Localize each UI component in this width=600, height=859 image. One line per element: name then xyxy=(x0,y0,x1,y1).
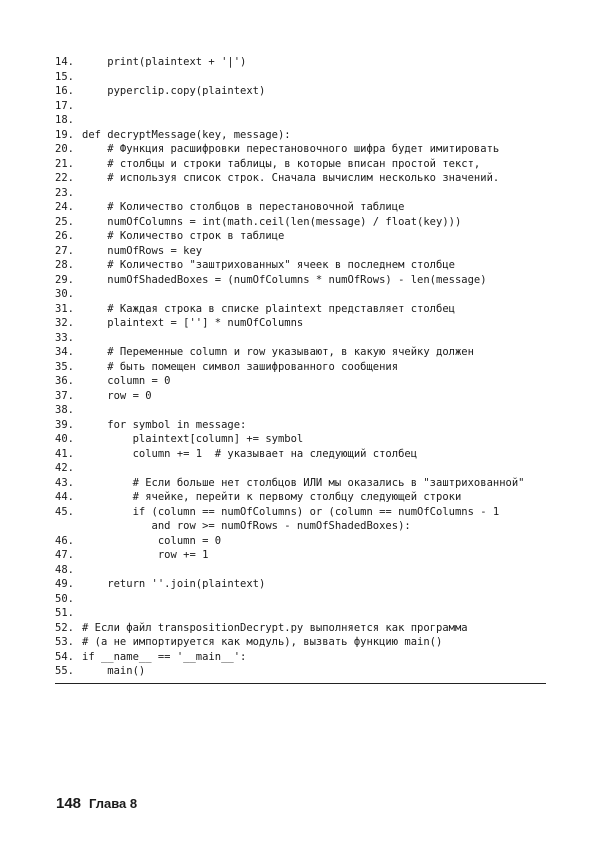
line-number: 51. xyxy=(55,607,74,619)
line-code: def decryptMessage(key, message): xyxy=(82,128,291,141)
code-line xyxy=(55,186,550,201)
code-line xyxy=(55,418,550,433)
line-code: print(plaintext + '|') xyxy=(82,56,247,68)
line-code: and row >= numOfRows - numOfShadedBoxes): xyxy=(82,520,411,532)
line-number: 24. xyxy=(55,201,74,213)
line-code: # Количество столбцов в перестановочной таблице xyxy=(82,201,405,213)
line-number: 47. xyxy=(55,549,74,561)
line-number: 20. xyxy=(55,143,74,155)
line-number: 54. xyxy=(55,650,74,663)
line-number: 55. xyxy=(55,665,74,677)
line-number: 34. xyxy=(55,346,74,358)
line-code: # Функция расшифровки перестановочного шифра будет имитировать xyxy=(82,143,500,155)
line-code: # Если файл transpositionDecrypt.py выполняется как программа xyxy=(82,621,468,634)
line-number: 52. xyxy=(55,621,74,634)
line-code xyxy=(82,70,550,85)
code-line xyxy=(55,461,550,476)
code-line xyxy=(55,650,550,665)
line-number: 29. xyxy=(55,273,74,286)
line-code: # (а не импортируется как модуль), вызвать функцию main() xyxy=(82,636,443,648)
line-code: pyperclip.copy(plaintext) xyxy=(82,85,266,97)
line-number: 38. xyxy=(55,404,74,416)
code-line xyxy=(55,563,550,578)
code-line xyxy=(55,519,550,534)
code-line xyxy=(55,113,550,128)
line-code xyxy=(82,403,550,418)
line-number: 39. xyxy=(55,418,74,431)
line-code: # Количество "заштрихованных" ячеек в последнем столбце xyxy=(82,259,455,271)
line-number: 45. xyxy=(55,505,74,518)
line-code: numOfShadedBoxes = (numOfColumns * numOfRows) - len(message) xyxy=(82,273,487,286)
line-code: plaintext[column] += symbol xyxy=(82,433,304,445)
code-line xyxy=(55,55,550,70)
line-number: 15. xyxy=(55,70,74,83)
line-number: 42. xyxy=(55,462,74,474)
code-line xyxy=(55,345,550,360)
line-number: 41. xyxy=(55,447,74,460)
line-number: 25. xyxy=(55,215,74,228)
line-number: 40. xyxy=(55,433,74,445)
code-line xyxy=(55,490,550,505)
line-code xyxy=(82,563,550,578)
line-number: 53. xyxy=(55,636,74,648)
code-line xyxy=(55,664,550,679)
line-code: row = 0 xyxy=(82,389,152,402)
code-line xyxy=(55,577,550,592)
code-line xyxy=(55,389,550,404)
line-code xyxy=(82,99,550,114)
code-line xyxy=(55,302,550,317)
line-number: 18. xyxy=(55,114,74,126)
line-code: row += 1 xyxy=(82,549,209,561)
line-number: 21. xyxy=(55,157,74,170)
line-code: if (column == numOfColumns) or (column == numOfColumns - 1 xyxy=(82,505,500,518)
code-listing xyxy=(55,55,550,679)
listing-bottom-rule xyxy=(55,683,546,684)
code-line xyxy=(55,287,550,302)
code-line xyxy=(55,432,550,447)
code-line xyxy=(55,534,550,549)
code-line xyxy=(55,505,550,520)
code-line xyxy=(55,229,550,244)
code-line xyxy=(55,84,550,99)
line-number: 32. xyxy=(55,317,74,329)
code-line xyxy=(55,99,550,114)
code-line xyxy=(55,476,550,491)
code-line xyxy=(55,128,550,143)
code-line xyxy=(55,374,550,389)
line-code xyxy=(82,186,550,201)
line-number: 14. xyxy=(55,56,74,68)
line-code: numOfRows = key xyxy=(82,244,203,257)
line-code: # Переменные column и row указывают, в какую ячейку должен xyxy=(82,346,474,358)
line-code: main() xyxy=(82,665,146,677)
line-code: # Каждая строка в списке plaintext представляет столбец xyxy=(82,302,455,315)
code-line xyxy=(55,592,550,607)
line-code: column = 0 xyxy=(82,534,222,547)
line-number xyxy=(55,519,82,534)
line-code: column = 0 xyxy=(82,375,171,387)
line-number: 48. xyxy=(55,563,74,576)
line-code: # Если больше нет столбцов ИЛИ мы оказались в "заштрихованной" xyxy=(82,476,525,489)
line-code: for symbol in message: xyxy=(82,418,247,431)
line-code: column += 1 # указывает на следующий столбец xyxy=(82,447,418,460)
code-line xyxy=(55,635,550,650)
code-line xyxy=(55,142,550,157)
line-code xyxy=(82,331,550,346)
code-line xyxy=(55,548,550,563)
code-line xyxy=(55,621,550,636)
line-number: 16. xyxy=(55,85,74,97)
line-code: # быть помещен символ зашифрованного сообщения xyxy=(82,360,399,373)
code-line xyxy=(55,606,550,621)
chapter-label: Глава 8 xyxy=(89,796,138,811)
line-number: 44. xyxy=(55,491,74,503)
code-line xyxy=(55,273,550,288)
line-number: 27. xyxy=(55,244,74,257)
line-code: # используя список строк. Сначала вычислим несколько значений. xyxy=(82,172,500,184)
code-line xyxy=(55,171,550,186)
line-number: 43. xyxy=(55,476,74,489)
line-number: 28. xyxy=(55,259,74,271)
line-number: 46. xyxy=(55,534,74,547)
code-line xyxy=(55,215,550,230)
code-line xyxy=(55,157,550,172)
line-number: 37. xyxy=(55,389,74,402)
line-code: if __name__ == '__main__': xyxy=(82,650,247,663)
line-code: numOfColumns = int(math.ceil(len(message) / float(key))) xyxy=(82,215,462,228)
code-line xyxy=(55,447,550,462)
line-code xyxy=(82,113,550,128)
line-code: return ''.join(plaintext) xyxy=(82,578,266,590)
line-code xyxy=(82,592,550,607)
line-number: 33. xyxy=(55,331,74,344)
line-number: 19. xyxy=(55,128,74,141)
line-code xyxy=(82,287,550,302)
page-footer xyxy=(56,795,137,812)
page-number: 148 xyxy=(56,795,82,812)
code-line xyxy=(55,70,550,85)
line-code: # Количество строк в таблице xyxy=(82,230,285,242)
code-line xyxy=(55,331,550,346)
code-line xyxy=(55,403,550,418)
line-code xyxy=(82,606,550,621)
line-code xyxy=(82,461,550,476)
code-line xyxy=(55,244,550,259)
line-number: 31. xyxy=(55,302,74,315)
line-number: 17. xyxy=(55,99,74,112)
code-line xyxy=(55,360,550,375)
line-code: # ячейке, перейти к первому столбцу следующей строки xyxy=(82,491,462,503)
code-line xyxy=(55,316,550,331)
line-code: # столбцы и строки таблицы, в которые вписан простой текст, xyxy=(82,157,481,170)
line-number: 30. xyxy=(55,288,74,300)
line-number: 36. xyxy=(55,375,74,387)
line-number: 22. xyxy=(55,172,74,184)
line-number: 26. xyxy=(55,230,74,242)
line-number: 50. xyxy=(55,592,74,605)
code-line xyxy=(55,258,550,273)
line-number: 23. xyxy=(55,186,74,199)
line-number: 35. xyxy=(55,360,74,373)
line-code: plaintext = [''] * numOfColumns xyxy=(82,317,304,329)
code-line xyxy=(55,200,550,215)
line-number: 49. xyxy=(55,578,74,590)
